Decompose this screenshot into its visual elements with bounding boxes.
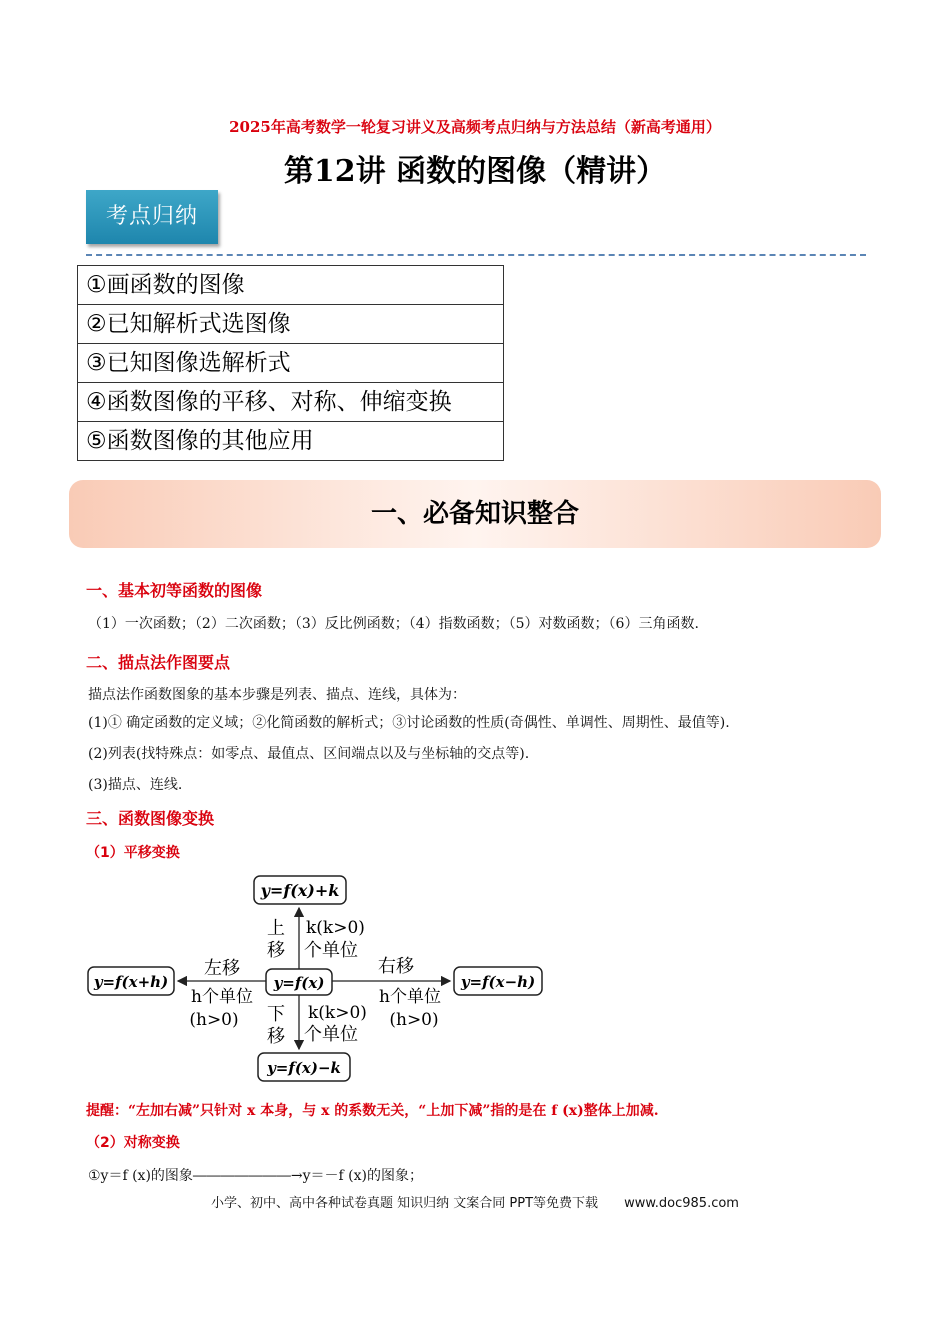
down-char-1: 下 xyxy=(267,1004,285,1025)
footer-url[interactable]: www.doc985.com xyxy=(624,1196,739,1211)
section1-text: （1）一次函数；（2）二次函数；（3）反比例函数；（4）指数函数；（5）对数函数；（6）三角函数. xyxy=(88,616,699,632)
topic-item: ①画函数的图像 xyxy=(78,266,504,305)
down-unit: 个单位 xyxy=(304,1024,358,1045)
document-subtitle: 2025年高考数学一轮复习讲义及高频考点归纳与方法总结（新高考通用） xyxy=(229,118,721,136)
down-condition: k(k>0) xyxy=(308,1003,367,1023)
left-move-label: 左移 xyxy=(204,958,240,979)
right-move-label: 右移 xyxy=(378,956,414,977)
label-center: y=f(x) xyxy=(273,974,325,992)
topic-item: ④函数图像的平移、对称、伸缩变换 xyxy=(78,383,504,422)
document-title: 第12讲 函数的图像（精讲） xyxy=(283,154,667,189)
section-badge: 考点归纳 xyxy=(86,190,218,244)
section2-line: (1)① 确定函数的定义域；②化简函数的解析式；③讨论函数的性质(奇偶性、单调性、周期性、最值等). xyxy=(88,715,730,731)
tip-text: 提醒：“左加右减”只针对 x 本身，与 x 的系数无关，“上加下减”指的是在 f (x)整体上加减. xyxy=(86,1103,659,1119)
topic-item: ⑤函数图像的其他应用 xyxy=(78,422,504,461)
translation-subheading: （1）平移变换 xyxy=(86,845,180,861)
up-char-1: 上 xyxy=(267,918,285,939)
symmetry-line: ①y＝f (x)的图象―――――――→y＝－f (x)的图象； xyxy=(88,1168,424,1184)
right-condition: (h>0) xyxy=(389,1010,439,1030)
topic-list-table xyxy=(77,265,504,461)
up-unit: 个单位 xyxy=(304,940,358,961)
left-unit-label: h个单位 xyxy=(191,987,253,1007)
section-banner: 一、必备知识整合 xyxy=(69,480,881,548)
footer-text: 小学、初中、高中各种试卷真题 知识归纳 文案合同 PPT等免费下载 xyxy=(211,1196,599,1211)
label-left: y=f(x+h) xyxy=(93,973,169,991)
section2-line: 描点法作函数图象的基本步骤是列表、描点、连线，具体为： xyxy=(88,687,466,703)
down-char-2: 移 xyxy=(267,1026,285,1047)
label-top: y=f(x)+k xyxy=(260,881,340,900)
topic-item: ②已知解析式选图像 xyxy=(78,305,504,344)
topic-item: ③已知图像选解析式 xyxy=(78,344,504,383)
translation-diagram xyxy=(80,868,550,1088)
section1-heading: 一、基本初等函数的图像 xyxy=(86,581,263,600)
label-bottom: y=f(x)−k xyxy=(267,1059,341,1077)
section2-heading: 二、描点法作图要点 xyxy=(86,653,231,672)
dashed-divider xyxy=(86,254,866,256)
section3-heading: 三、函数图像变换 xyxy=(86,809,215,828)
label-right: y=f(x−h) xyxy=(460,973,536,991)
section2-line: (3)描点、连线. xyxy=(88,777,183,793)
symmetry-subheading: （2）对称变换 xyxy=(86,1135,180,1151)
left-condition: (h>0) xyxy=(189,1010,239,1030)
right-unit-label: h个单位 xyxy=(379,987,441,1007)
page-footer xyxy=(0,1192,950,1211)
section2-line: (2)列表(找特殊点：如零点、最值点、区间端点以及与坐标轴的交点等). xyxy=(88,746,530,762)
up-char-2: 移 xyxy=(267,940,285,961)
up-condition: k(k>0) xyxy=(306,918,365,938)
